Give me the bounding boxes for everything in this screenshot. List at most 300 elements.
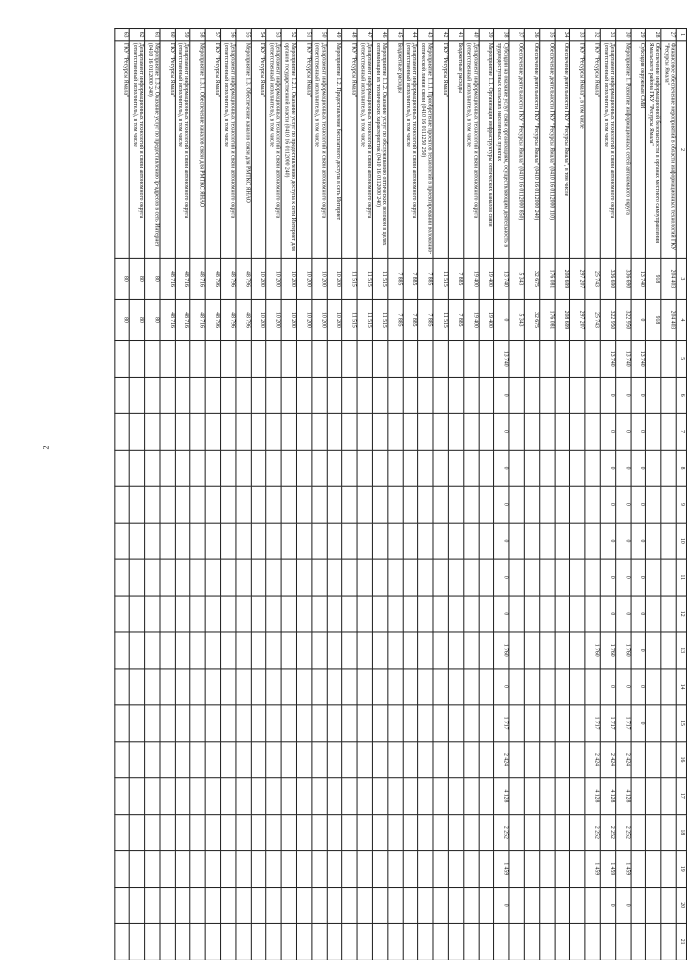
- header-cell: 21: [676, 923, 686, 959]
- value-cell: [251, 559, 266, 595]
- value-cell: [570, 923, 585, 959]
- value-cell: [357, 523, 372, 559]
- value-cell: [646, 705, 661, 741]
- value-cell: 10 200: [251, 299, 266, 340]
- header-cell: 5: [676, 341, 686, 377]
- value-cell: [357, 705, 372, 741]
- value-cell: [281, 814, 296, 850]
- value-cell: [130, 559, 145, 595]
- table-row: [266, 29, 281, 960]
- value-cell: [418, 450, 433, 486]
- value-cell: [646, 341, 661, 377]
- value-cell: [130, 814, 145, 850]
- value-cell: [327, 668, 342, 704]
- row-number-cell: 54: [251, 29, 266, 41]
- value-cell: [388, 814, 403, 850]
- value-cell: [509, 413, 524, 449]
- value-cell: [388, 559, 403, 595]
- value-cell: 5 343: [509, 299, 524, 340]
- value-cell: [479, 377, 494, 413]
- header-cell: 18: [676, 814, 686, 850]
- value-cell: 2 424: [494, 741, 509, 777]
- value-cell: [403, 486, 418, 522]
- value-cell: [479, 814, 494, 850]
- value-cell: [646, 450, 661, 486]
- value-cell: [585, 887, 600, 923]
- value-cell: 7 885: [448, 299, 463, 340]
- value-cell: [251, 632, 266, 668]
- row-number-cell: 55: [236, 29, 251, 41]
- value-cell: [570, 814, 585, 850]
- value-cell: [418, 486, 433, 522]
- value-cell: 1 717: [585, 705, 600, 741]
- value-cell: [433, 741, 448, 777]
- value-cell: 0: [615, 450, 630, 486]
- value-cell: [448, 413, 463, 449]
- value-cell: [388, 668, 403, 704]
- value-cell: [433, 341, 448, 377]
- value-cell: 0: [494, 486, 509, 522]
- value-cell: 10 200: [281, 299, 296, 340]
- value-cell: [221, 450, 236, 486]
- value-cell: 208 699: [555, 258, 570, 299]
- value-cell: [114, 814, 129, 850]
- value-cell: [190, 596, 205, 632]
- value-cell: [190, 814, 205, 850]
- value-cell: [479, 741, 494, 777]
- value-cell: [479, 523, 494, 559]
- value-cell: [297, 596, 312, 632]
- value-cell: [403, 559, 418, 595]
- row-name-cell: ГКУ "Ресурсы Ямала": [342, 41, 357, 259]
- value-cell: 80: [145, 299, 160, 340]
- table-row: [600, 29, 615, 960]
- value-cell: [433, 851, 448, 887]
- value-cell: [342, 851, 357, 887]
- value-cell: 204 403: [661, 258, 676, 299]
- value-cell: [479, 923, 494, 959]
- value-cell: [585, 341, 600, 377]
- value-cell: [373, 486, 388, 522]
- row-name-cell: ГКУ "Ресурсы Ямала": [160, 41, 175, 259]
- value-cell: [251, 887, 266, 923]
- value-cell: [236, 668, 251, 704]
- value-cell: [342, 814, 357, 850]
- value-cell: [312, 559, 327, 595]
- value-cell: [524, 668, 539, 704]
- value-cell: 10 200: [312, 299, 327, 340]
- value-cell: [297, 814, 312, 850]
- value-cell: 336 690: [615, 258, 630, 299]
- value-cell: [388, 632, 403, 668]
- value-cell: [342, 377, 357, 413]
- value-cell: 176 081: [540, 299, 555, 340]
- value-cell: [251, 923, 266, 959]
- row-name-cell: ГКУ "Ресурсы Ямала": [114, 41, 129, 259]
- value-cell: [175, 851, 190, 887]
- value-cell: [160, 523, 175, 559]
- value-cell: [403, 741, 418, 777]
- value-cell: [114, 596, 129, 632]
- value-cell: [585, 413, 600, 449]
- value-cell: [388, 523, 403, 559]
- value-cell: 7 885: [448, 258, 463, 299]
- value-cell: [540, 486, 555, 522]
- row-number-cell: 49: [327, 29, 342, 41]
- value-cell: 1 717: [494, 705, 509, 741]
- value-cell: [570, 486, 585, 522]
- value-cell: [145, 851, 160, 887]
- value-cell: [342, 523, 357, 559]
- header-cell: 15: [676, 705, 686, 741]
- value-cell: [130, 413, 145, 449]
- value-cell: [509, 814, 524, 850]
- value-cell: [297, 851, 312, 887]
- value-cell: [130, 486, 145, 522]
- value-cell: [266, 705, 281, 741]
- value-cell: 0: [600, 668, 615, 704]
- value-cell: [661, 559, 676, 595]
- value-cell: 80: [130, 299, 145, 340]
- value-cell: 2 424: [615, 741, 630, 777]
- value-cell: [373, 923, 388, 959]
- value-cell: [555, 377, 570, 413]
- value-cell: [312, 341, 327, 377]
- value-cell: [479, 413, 494, 449]
- value-cell: 0: [615, 668, 630, 704]
- value-cell: [297, 413, 312, 449]
- value-cell: 0: [494, 413, 509, 449]
- value-cell: 48 796: [236, 258, 251, 299]
- value-cell: [570, 596, 585, 632]
- value-cell: [266, 741, 281, 777]
- value-cell: [433, 668, 448, 704]
- value-cell: [221, 923, 236, 959]
- value-cell: [509, 887, 524, 923]
- value-cell: [190, 632, 205, 668]
- value-cell: [145, 705, 160, 741]
- value-cell: [297, 377, 312, 413]
- value-cell: 0: [600, 486, 615, 522]
- value-cell: [585, 523, 600, 559]
- value-cell: [236, 341, 251, 377]
- value-cell: [479, 486, 494, 522]
- value-cell: [327, 705, 342, 741]
- value-cell: [221, 814, 236, 850]
- value-cell: [251, 705, 266, 741]
- value-cell: [130, 923, 145, 959]
- value-cell: [555, 923, 570, 959]
- value-cell: [524, 705, 539, 741]
- value-cell: [312, 450, 327, 486]
- row-number-cell: 27: [661, 29, 676, 41]
- value-cell: [205, 923, 220, 959]
- value-cell: [661, 632, 676, 668]
- row-number-cell: 59: [175, 29, 190, 41]
- value-cell: 0: [494, 450, 509, 486]
- table-row: [342, 29, 357, 960]
- row-number-cell: 29: [631, 29, 646, 41]
- value-cell: [433, 705, 448, 741]
- value-cell: 0: [600, 377, 615, 413]
- value-cell: [281, 559, 296, 595]
- value-cell: 10 200: [327, 258, 342, 299]
- value-cell: 918: [646, 258, 661, 299]
- value-cell: [555, 778, 570, 814]
- value-cell: 11 515: [357, 258, 372, 299]
- value-cell: [509, 705, 524, 741]
- row-name-cell: Обеспечение деятельности ГКУ "Ресурсы Ямала", в том числе: [555, 41, 570, 259]
- value-cell: 19 400: [464, 299, 479, 340]
- value-cell: 80: [130, 258, 145, 299]
- value-cell: [205, 741, 220, 777]
- value-cell: [251, 668, 266, 704]
- value-cell: [312, 523, 327, 559]
- value-cell: 80: [145, 258, 160, 299]
- value-cell: 48 716: [160, 299, 175, 340]
- table-row: [524, 29, 539, 960]
- header-cell: 14: [676, 668, 686, 704]
- value-cell: [251, 450, 266, 486]
- row-name-cell: Обеспечение деятельности ГКУ "Ресурсы Ямала" (0410 16 0112000 110): [540, 41, 555, 259]
- value-cell: [221, 413, 236, 449]
- value-cell: 0: [494, 523, 509, 559]
- value-cell: [373, 559, 388, 595]
- value-cell: [221, 851, 236, 887]
- row-name-cell: ГКУ "Ресурсы Ямала": [585, 41, 600, 259]
- value-cell: [479, 559, 494, 595]
- value-cell: 48 796: [221, 258, 236, 299]
- value-cell: [221, 523, 236, 559]
- value-cell: [448, 377, 463, 413]
- value-cell: [145, 413, 160, 449]
- value-cell: [342, 341, 357, 377]
- value-cell: [281, 851, 296, 887]
- header-cell: 8: [676, 450, 686, 486]
- row-name-cell: Мероприятие 1.3. Обеспечение каналов связи для РМТКС ЯНАО: [236, 41, 251, 259]
- table-row: [373, 29, 388, 960]
- value-cell: 7 885: [418, 258, 433, 299]
- value-cell: 0: [631, 705, 646, 741]
- value-cell: [555, 741, 570, 777]
- value-cell: 4 128: [615, 778, 630, 814]
- value-cell: [418, 923, 433, 959]
- value-cell: 48 716: [175, 299, 190, 340]
- value-cell: [281, 596, 296, 632]
- value-cell: [312, 705, 327, 741]
- value-cell: [236, 632, 251, 668]
- value-cell: [145, 778, 160, 814]
- value-cell: [297, 923, 312, 959]
- value-cell: [221, 668, 236, 704]
- value-cell: 10 200: [281, 258, 296, 299]
- value-cell: [540, 559, 555, 595]
- value-cell: [479, 778, 494, 814]
- value-cell: [281, 741, 296, 777]
- value-cell: [312, 632, 327, 668]
- value-cell: [509, 923, 524, 959]
- row-name-cell: Департамент информационных технологий и связи автономного округа (ответственный исполнитель), в том числе: [175, 41, 190, 259]
- table-row: [251, 29, 266, 960]
- value-cell: [373, 741, 388, 777]
- value-cell: [600, 923, 615, 959]
- value-cell: [448, 668, 463, 704]
- value-cell: [342, 705, 357, 741]
- value-cell: [236, 486, 251, 522]
- value-cell: [524, 851, 539, 887]
- table-row: [631, 29, 646, 960]
- value-cell: [388, 887, 403, 923]
- value-cell: [661, 341, 676, 377]
- value-cell: 10 200: [312, 258, 327, 299]
- value-cell: 7 885: [418, 299, 433, 340]
- value-cell: 336 690: [600, 258, 615, 299]
- value-cell: [145, 668, 160, 704]
- value-cell: [373, 413, 388, 449]
- value-cell: [160, 741, 175, 777]
- header-row: [676, 29, 686, 960]
- value-cell: [661, 814, 676, 850]
- value-cell: [145, 814, 160, 850]
- value-cell: 0: [631, 559, 646, 595]
- value-cell: 0: [615, 377, 630, 413]
- value-cell: [524, 596, 539, 632]
- row-number-cell: 40: [464, 29, 479, 41]
- value-cell: [570, 668, 585, 704]
- value-cell: [175, 632, 190, 668]
- value-cell: [327, 778, 342, 814]
- value-cell: 1 459: [615, 851, 630, 887]
- value-cell: [190, 887, 205, 923]
- value-cell: 25 743: [585, 258, 600, 299]
- value-cell: [524, 632, 539, 668]
- row-name-cell: Обеспечение деятельности ГКУ "Ресурсы Ямала" (0410 16 0112000 240): [524, 41, 539, 259]
- table-row: [281, 29, 296, 960]
- value-cell: [631, 778, 646, 814]
- value-cell: [661, 887, 676, 923]
- value-cell: [448, 851, 463, 887]
- value-cell: [251, 851, 266, 887]
- value-cell: [221, 341, 236, 377]
- value-cell: [464, 887, 479, 923]
- value-cell: 13 740: [631, 341, 646, 377]
- value-cell: [388, 778, 403, 814]
- header-cell: 12: [676, 596, 686, 632]
- value-cell: 11 515: [342, 299, 357, 340]
- value-cell: [373, 778, 388, 814]
- table-row: [297, 29, 312, 960]
- row-name-cell: Обеспечение информационной безопасности в органах местного самоуправления Ямальского района ГКУ "Ресурсы Ямала": [646, 41, 661, 259]
- row-number-cell: 32: [585, 29, 600, 41]
- value-cell: 48 716: [190, 299, 205, 340]
- value-cell: 7 885: [403, 299, 418, 340]
- value-cell: [373, 596, 388, 632]
- row-number-cell: 44: [403, 29, 418, 41]
- header-cell: 19: [676, 851, 686, 887]
- value-cell: [175, 341, 190, 377]
- value-cell: [251, 523, 266, 559]
- value-cell: [631, 741, 646, 777]
- value-cell: [327, 851, 342, 887]
- value-cell: 10 200: [327, 299, 342, 340]
- value-cell: [464, 596, 479, 632]
- value-cell: [297, 668, 312, 704]
- value-cell: [205, 413, 220, 449]
- value-cell: [403, 632, 418, 668]
- value-cell: [205, 523, 220, 559]
- value-cell: [312, 778, 327, 814]
- header-cell: 20: [676, 887, 686, 923]
- value-cell: [661, 851, 676, 887]
- value-cell: [540, 413, 555, 449]
- value-cell: [555, 486, 570, 522]
- value-cell: [312, 486, 327, 522]
- value-cell: [388, 923, 403, 959]
- value-cell: [418, 523, 433, 559]
- value-cell: 10 200: [297, 299, 312, 340]
- value-cell: [342, 741, 357, 777]
- value-cell: [297, 705, 312, 741]
- header-cell: 10: [676, 523, 686, 559]
- row-number-cell: 52: [281, 29, 296, 41]
- page-number: 2: [41, 445, 51, 450]
- value-cell: [205, 596, 220, 632]
- table-row: [615, 29, 630, 960]
- value-cell: [327, 523, 342, 559]
- value-cell: [114, 778, 129, 814]
- row-number-cell: 37: [509, 29, 524, 41]
- value-cell: [646, 486, 661, 522]
- value-cell: [540, 923, 555, 959]
- value-cell: [297, 741, 312, 777]
- table-row: [661, 29, 676, 960]
- table-row: [464, 29, 479, 960]
- value-cell: 1 760: [600, 632, 615, 668]
- value-cell: [448, 923, 463, 959]
- value-cell: [418, 377, 433, 413]
- value-cell: 0: [600, 450, 615, 486]
- row-number-cell: 56: [221, 29, 236, 41]
- value-cell: [585, 668, 600, 704]
- value-cell: [281, 450, 296, 486]
- value-cell: 297 207: [570, 258, 585, 299]
- value-cell: 4 128: [494, 778, 509, 814]
- value-cell: [160, 377, 175, 413]
- value-cell: [448, 486, 463, 522]
- value-cell: [266, 341, 281, 377]
- value-cell: [433, 887, 448, 923]
- value-cell: [266, 486, 281, 522]
- value-cell: [555, 632, 570, 668]
- row-name-cell: Мероприятие 1.1.2. Оказание услуг по обслуживанию оптических волокон в целях оптимизации их технических характеристик (0410 16 0112000 240): [373, 41, 388, 259]
- value-cell: [540, 814, 555, 850]
- value-cell: [327, 341, 342, 377]
- value-cell: [357, 559, 372, 595]
- value-cell: [342, 486, 357, 522]
- value-cell: 19 400: [479, 299, 494, 340]
- value-cell: 0: [615, 486, 630, 522]
- table-row: [145, 29, 160, 960]
- value-cell: [175, 778, 190, 814]
- value-cell: [570, 778, 585, 814]
- value-cell: [281, 377, 296, 413]
- value-cell: [433, 596, 448, 632]
- value-cell: [540, 778, 555, 814]
- value-cell: [570, 341, 585, 377]
- value-cell: [524, 814, 539, 850]
- row-name-cell: Мероприятие 1.3.2. Оказание услуг по предоставлению ip-адресов в сеть Интернет (0410 16 0112000 240): [145, 41, 160, 259]
- value-cell: [661, 450, 676, 486]
